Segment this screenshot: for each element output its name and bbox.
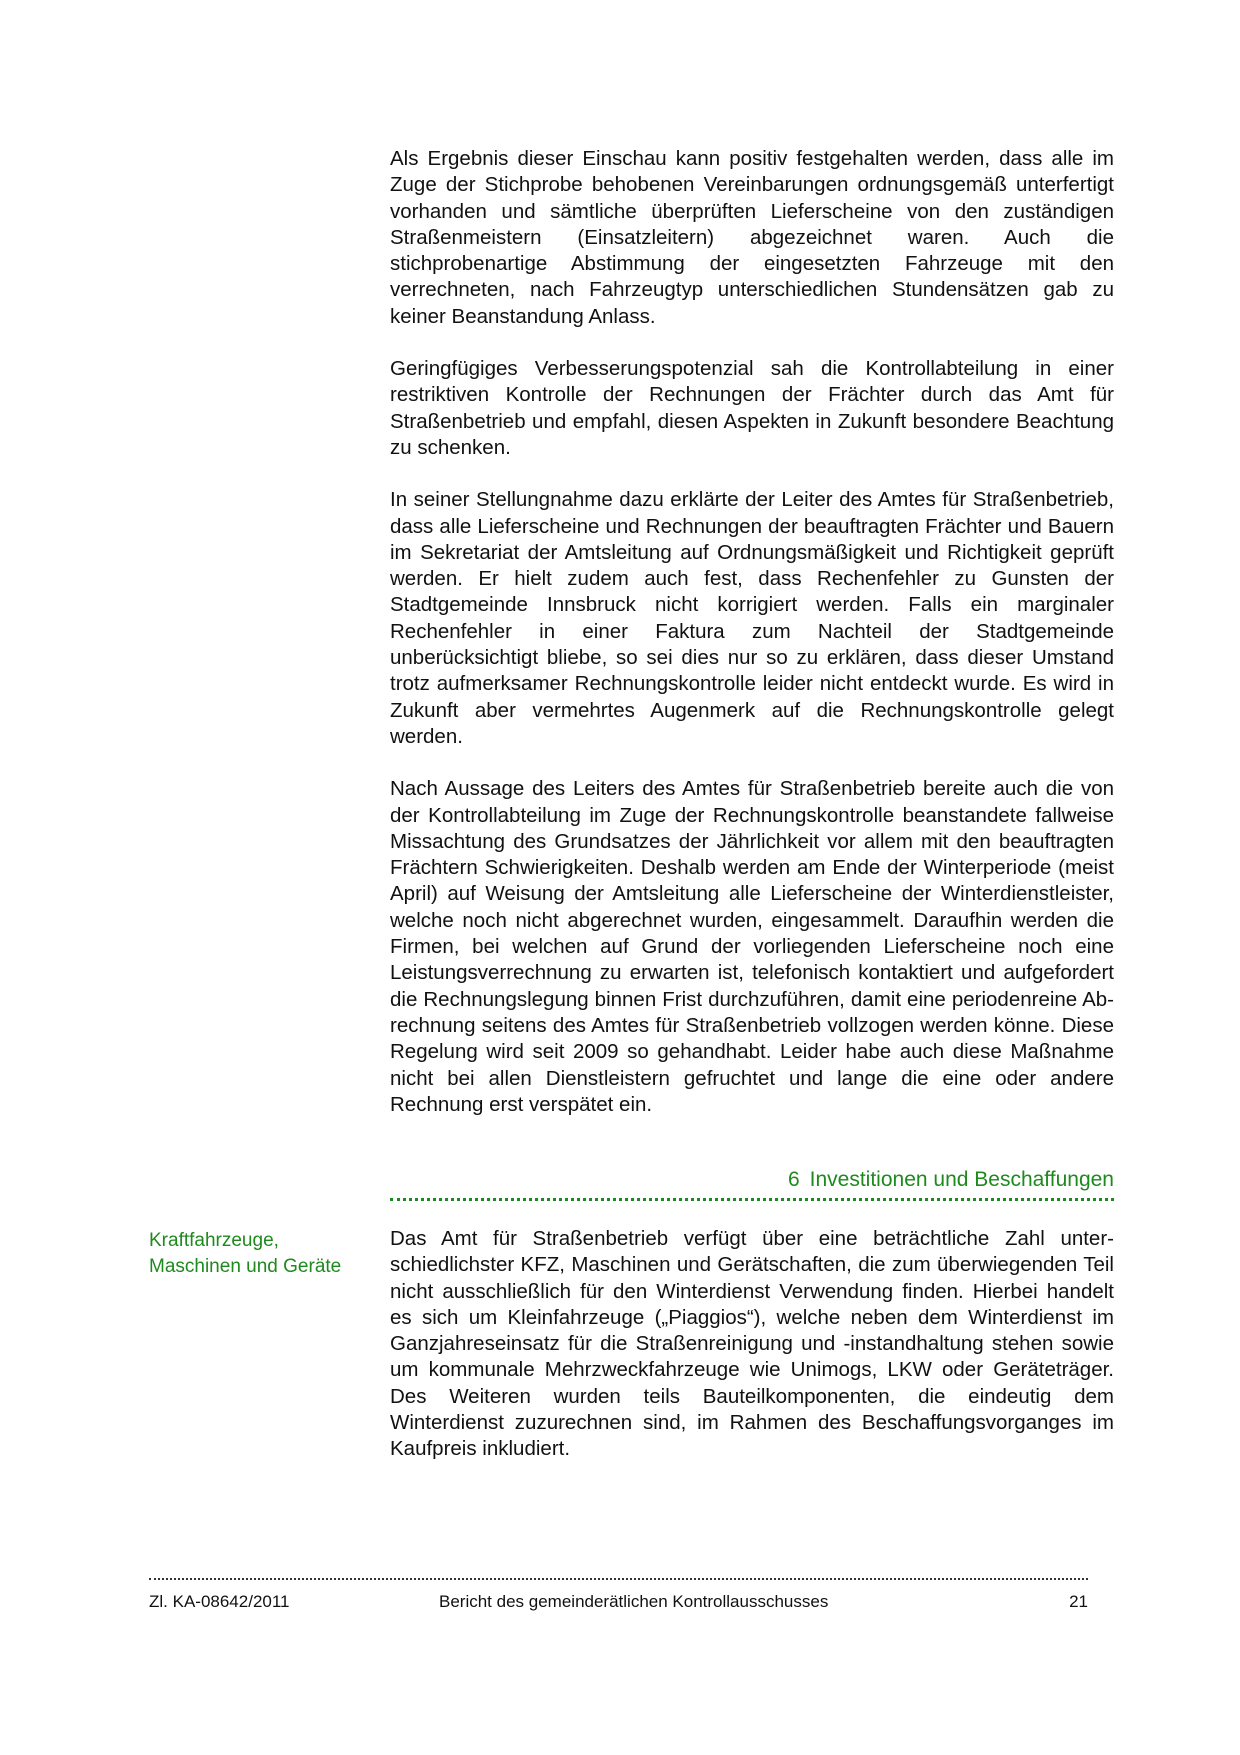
paragraph-statement-office-head: In seiner Stellungnahme dazu erklärte der Leiter des Amtes für Straßenbetrieb, dass alle Lieferscheine und Rechnungen der beauftragten Frächter und Bauern im Sekretariat der Amtsleitung auf Ordnungsmäßigkeit und Richtigkeit geprüft werden. Er hielt zudem auch fest, dass Rechenfehler zu Gunsten der Stadtgemeinde Innsbruck nicht korrigiert werden. Falls ein marginaler Rechenfehler in einer Faktura zum Nachteil der Stadtgemeinde unberücksichtigt bliebe, so sei dies nur so zu erklären, dass dieser Umstand trotz aufmerksamer Rechnungskontrolle leider nicht entdeckt wurde. Es wird in Zukunft aber vermehrtes Augenmerk auf die Rechnungskontrolle gelegt werden. xyxy=(390,488,1114,748)
section-title: Investitionen und Beschaffungen xyxy=(809,1168,1114,1191)
section-body xyxy=(390,1226,1114,1489)
footer-divider xyxy=(149,1578,1088,1580)
paragraph-vehicles-machines: Das Amt für Straßenbetrieb verfügt über eine beträchtliche Zahl unterschiedlichster KFZ, Maschinen und Gerätschaften, die zum überwiegenden Teil nicht ausschließlich für den Winterdienst Verwendung finden. Hierbei handelt es sich um Kleinfahrzeuge („Piaggios“), welche neben dem Winterdienst im Ganzjahreseinsatz für die Straßenreinigung und -instandhaltung stehen sowie um kommunale Mehrzweckfahrzeuge wie Unimogs, LKW oder Geräteträger. Des Weiteren wurden teils Bauteilkomponenten, die eindeutig dem Winterdienst zuzurechnen sind, im Rahmen des Beschaffungsvorganges im Kaufpreis inkludiert. xyxy=(390,1227,1114,1461)
margin-note-line-1: Kraftfahrzeuge, xyxy=(149,1230,279,1251)
paragraph-improvement-potential: Geringfügiges Verbesserungspotenzial sah die Kontrollabteilung in einer restriktiven Kontrolle der Rechnungen der Frächter durch das Amt für Straßenbetrieb und empfahl, diesen Aspekten in Zukunft besondere Beachtung zu schenken. xyxy=(390,357,1114,459)
paragraph-winter-period-regulation: Nach Aussage des Leiters des Amtes für Straßenbetrieb bereite auch die von der Kontrollabteilung im Zuge der Rechnungskontrolle beanstandete fallweise Missachtung des Grundsatzes der Jährlichkeit vor allem mit den beauftragten Frächtern Schwierigkeiten. Deshalb werden am Ende der Winterperiode (meist April) auf Weisung der Amtsleitung alle Lieferscheine der Winterdienstleister, welche noch nicht abgerechnet wurden, eingesammelt. Daraufhin werden die Firmen, bei welchen auf Grund der vorliegenden Lieferscheine noch eine Leistungsverrechnung zu erwarten ist, telefonisch kontaktiert und aufgefordert die Rechnungslegung binnen Frist durchzuführen, damit eine periodenreine Abrechnung seitens des Amtes für Straßenbetrieb vollzogen werden könne. Diese Regelung wird seit 2009 so gehandhabt. Leider habe auch diese Maßnahme nicht bei allen Dienstleistern gefruchtet und lange die eine oder andere Rechnung erst verspätet ein. xyxy=(390,777,1114,1116)
section-number: 6 xyxy=(787,1168,800,1191)
margin-note-line-2: Maschinen und Geräte xyxy=(149,1256,342,1277)
margin-note xyxy=(149,1228,379,1280)
footer-page-number: 21 xyxy=(1069,1592,1088,1611)
main-text-column xyxy=(390,146,1114,1144)
page-footer xyxy=(149,1590,1088,1614)
footer-reference-number: Zl. KA-08642/2011 xyxy=(149,1592,290,1611)
paragraph-inspection-result: Als Ergebnis dieser Einschau kann positiv festgehalten werden, dass alle im Zuge der Stichprobe behobenen Vereinbarungen ordnungsgemäß unterfertigt vorhanden und sämtliche überprüften Lieferscheine von den zuständigen Straßenmeistern (Einsatzleitern) abgezeichnet waren. Auch die stichprobenartige Abstimmung der eingesetzten Fahrzeuge mit den verrechneten, nach Fahrzeugtyp unterschiedlichen Stundensätzen gab zu keiner Beanstandung Anlass. xyxy=(390,147,1114,328)
section-heading xyxy=(390,1166,1114,1201)
footer-report-title: Bericht des gemeinderätlichen Kontrollausschusses xyxy=(439,1592,829,1611)
